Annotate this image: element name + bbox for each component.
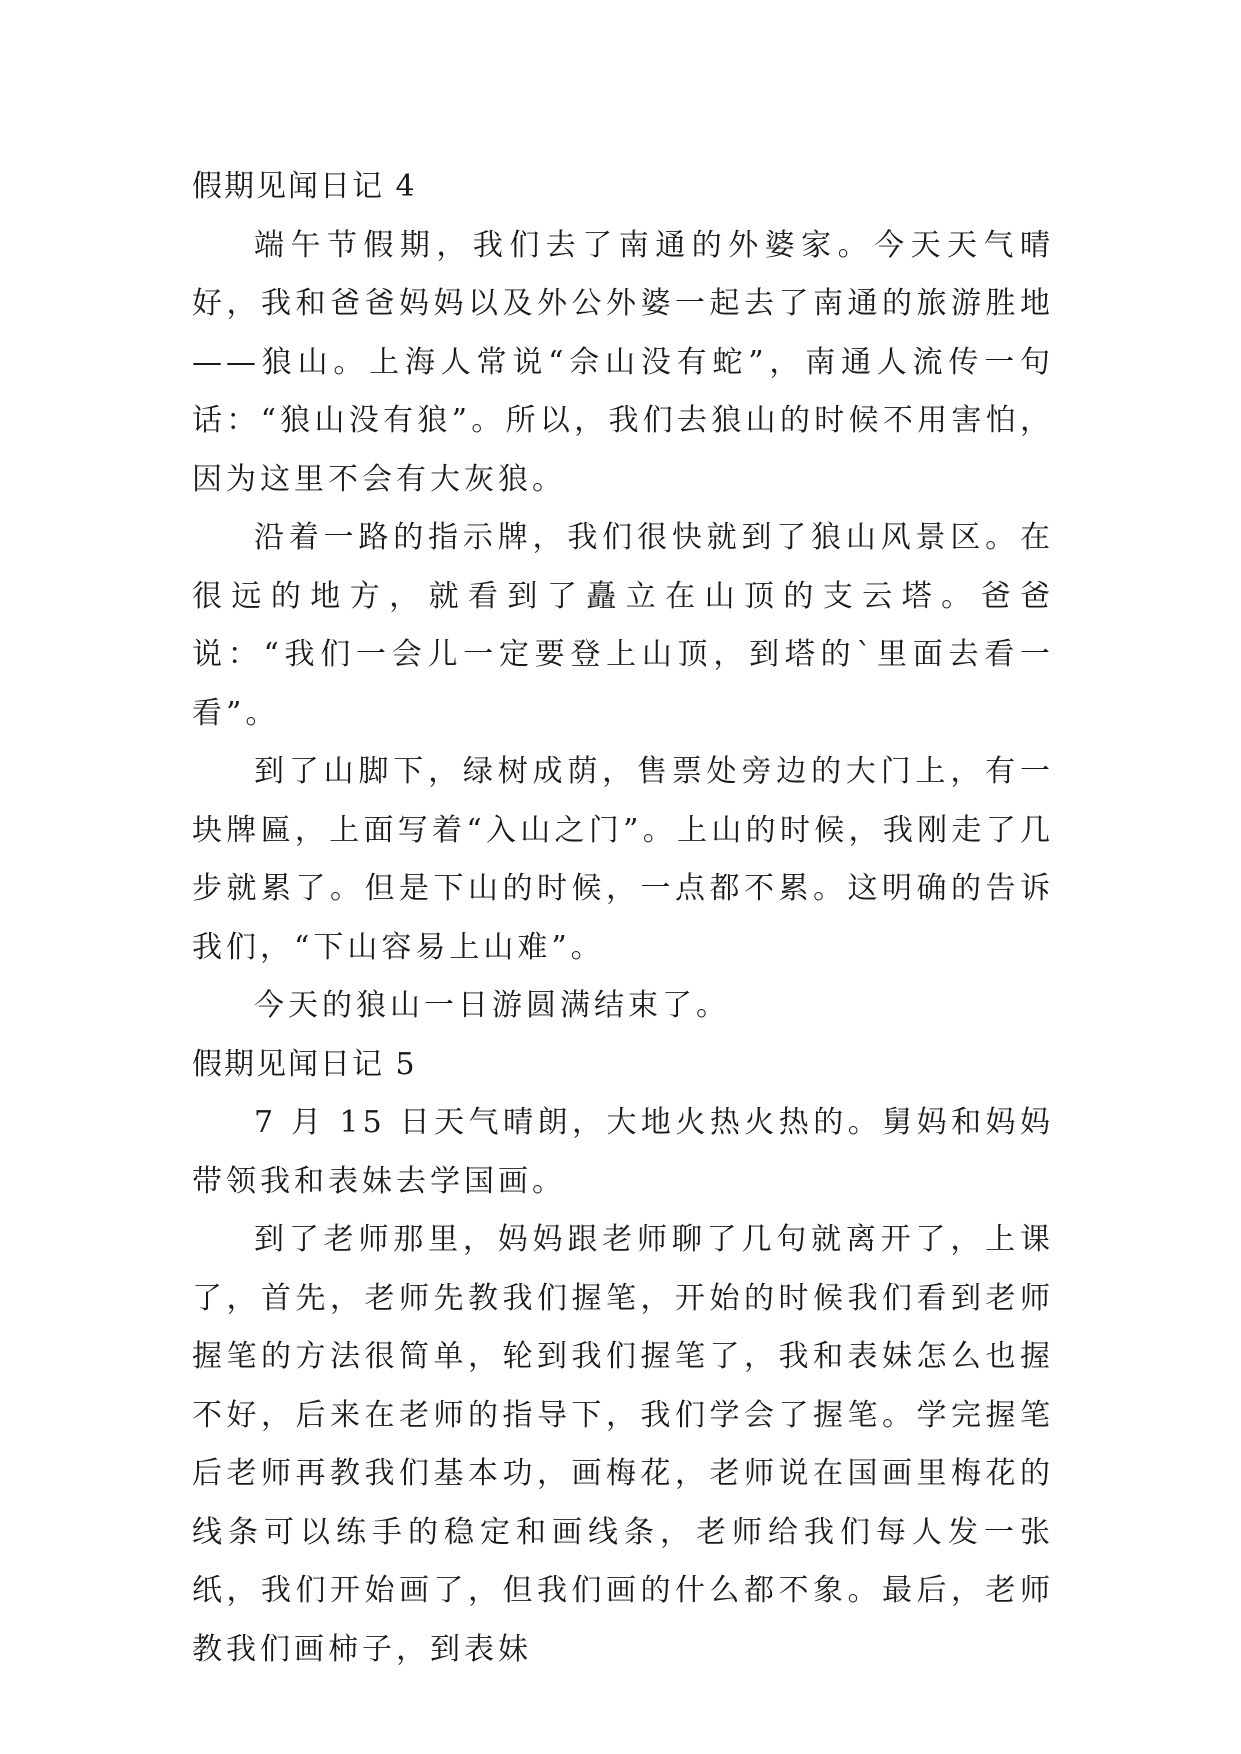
paragraph: 到了山脚下，绿树成荫，售票处旁边的大门上，有一块牌匾，上面写着“入山之门”。上山的时候，我刚走了几步就累了。但是下山的时候，一点都不累。这明确的告诉我们，“下山容易上山难”。: [192, 754, 1054, 965]
paragraph: 端午节假期，我们去了南通的外婆家。今天天气晴好，我和爸爸妈妈以及外公外婆一起去了南通的旅游胜地——狼山。上海人常说“佘山没有蛇”，南通人流传一句话：“狼山没有狼”。所以，我们去狼山的时候不用害怕，因为这里不会有大灰狼。: [192, 227, 1054, 497]
section-heading-4: 假期见闻日记 4: [192, 169, 417, 204]
section-heading-5: 假期见闻日记 5: [192, 1046, 417, 1082]
paragraph: 7 月 15 日天气晴朗，大地火热火热的。舅妈和妈妈带领我和表妹去学国画。: [192, 1105, 1054, 1199]
paragraph: 今天的狼山一日游圆满结束了。: [254, 988, 730, 1023]
paragraph: 沿着一路的指示牌，我们很快就到了狼山风景区。在很远的地方，就看到了矗立在山顶的支云塔。爸爸说：“我们一会儿一定要登上山顶，到塔的`里面去看一看”。: [192, 520, 1054, 731]
paragraph: 到了老师那里，妈妈跟老师聊了几句就离开了，上课了，首先，老师先教我们握笔，开始的时候我们看到老师握笔的方法很简单，轮到我们握笔了，我和表妹怎么也握不好，后来在老师的指导下，我们学会了握笔。学完握笔后老师再教我们基本功，画梅花，老师说在国画里梅花的线条可以练手的稳定和画线条，老师给我们每人发一张纸，我们开始画了，但我们画的什么都不象。最后，老师教我们画柿子，到表妹: [192, 1222, 1054, 1667]
document-page: [192, 158, 1054, 1679]
